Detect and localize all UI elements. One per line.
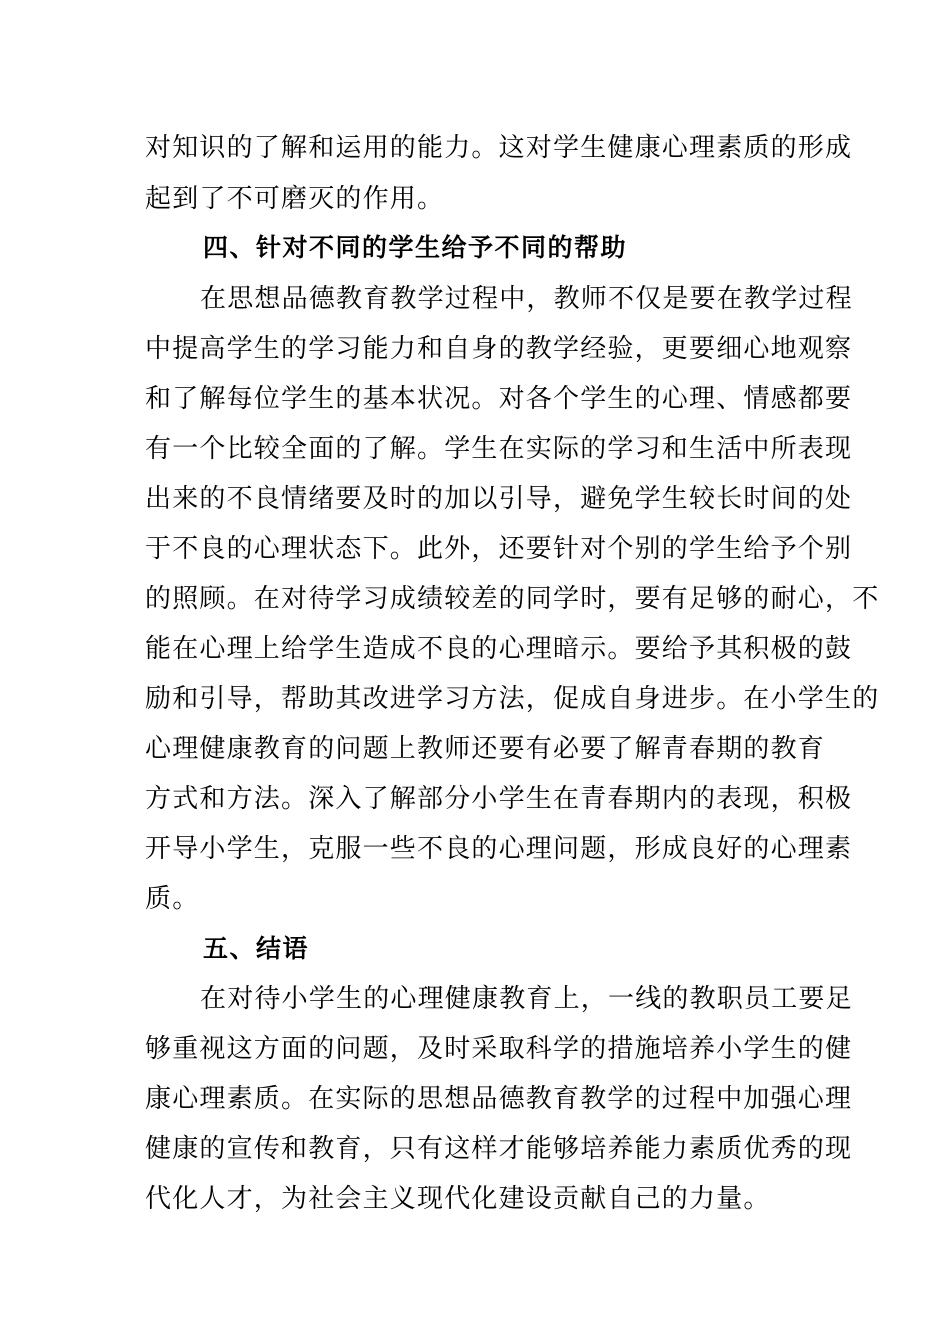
section-5-line-3: 康心理素质。在实际的思想品德教育教学的过程中加强心理 <box>145 1084 853 1114</box>
section-4-line-3: 和了解每位学生的基本状况。对各个学生的心理、情感都要 <box>145 384 853 414</box>
section-4-line-1: 在思想品德教育教学过程中，教师不仅是要在教学过程 <box>200 284 853 314</box>
section-4-line-10: 心理健康教育的问题上教师还要有必要了解青春期的教育 <box>145 734 826 764</box>
section-5-line-4: 健康的宣传和教育，只有这样才能够培养能力素质优秀的现 <box>145 1134 853 1164</box>
section-4-line-4: 有一个比较全面的了解。学生在实际的学习和生活中所表现 <box>145 434 853 464</box>
section-4-line-12: 开导小学生，克服一些不良的心理问题，形成良好的心理素 <box>145 834 853 864</box>
section-5-line-5: 代化人才，为社会主义现代化建设贡献自己的力量。 <box>145 1184 771 1214</box>
intro-line-2: 起到了不可磨灭的作用。 <box>145 184 445 214</box>
section-5-line-2: 够重视这方面的问题，及时采取科学的措施培养小学生的健 <box>145 1034 853 1064</box>
section-5-line-1: 在对待小学生的心理健康教育上，一线的教职员工要足 <box>200 984 853 1014</box>
section-4-line-11: 方式和方法。深入了解部分小学生在青春期内的表现，积极 <box>145 784 853 814</box>
section-4-line-13: 质。 <box>145 884 200 914</box>
section-4-line-6: 于不良的心理状态下。此外，还要针对个别的学生给予个别 <box>145 534 853 564</box>
intro-line-1: 对知识的了解和运用的能力。这对学生健康心理素质的形成 <box>145 133 853 163</box>
section-4-line-2: 中提高学生的学习能力和自身的教学经验，更要细心地观察 <box>145 334 853 364</box>
section-4-line-9: 励和引导，帮助其改进学习方法，促成自身进步。在小学生的 <box>145 684 880 714</box>
section-4-heading: 四、针对不同的学生给予不同的帮助 <box>203 233 628 262</box>
section-4-line-5: 出来的不良情绪要及时的加以引导，避免学生较长时间的处 <box>145 484 853 514</box>
section-4-line-8: 能在心理上给学生造成不良的心理暗示。要给予其积极的鼓 <box>145 634 853 664</box>
section-5-heading: 五、结语 <box>203 934 310 963</box>
section-4-line-7: 的照顾。在对待学习成绩较差的同学时，要有足够的耐心，不 <box>145 584 880 614</box>
